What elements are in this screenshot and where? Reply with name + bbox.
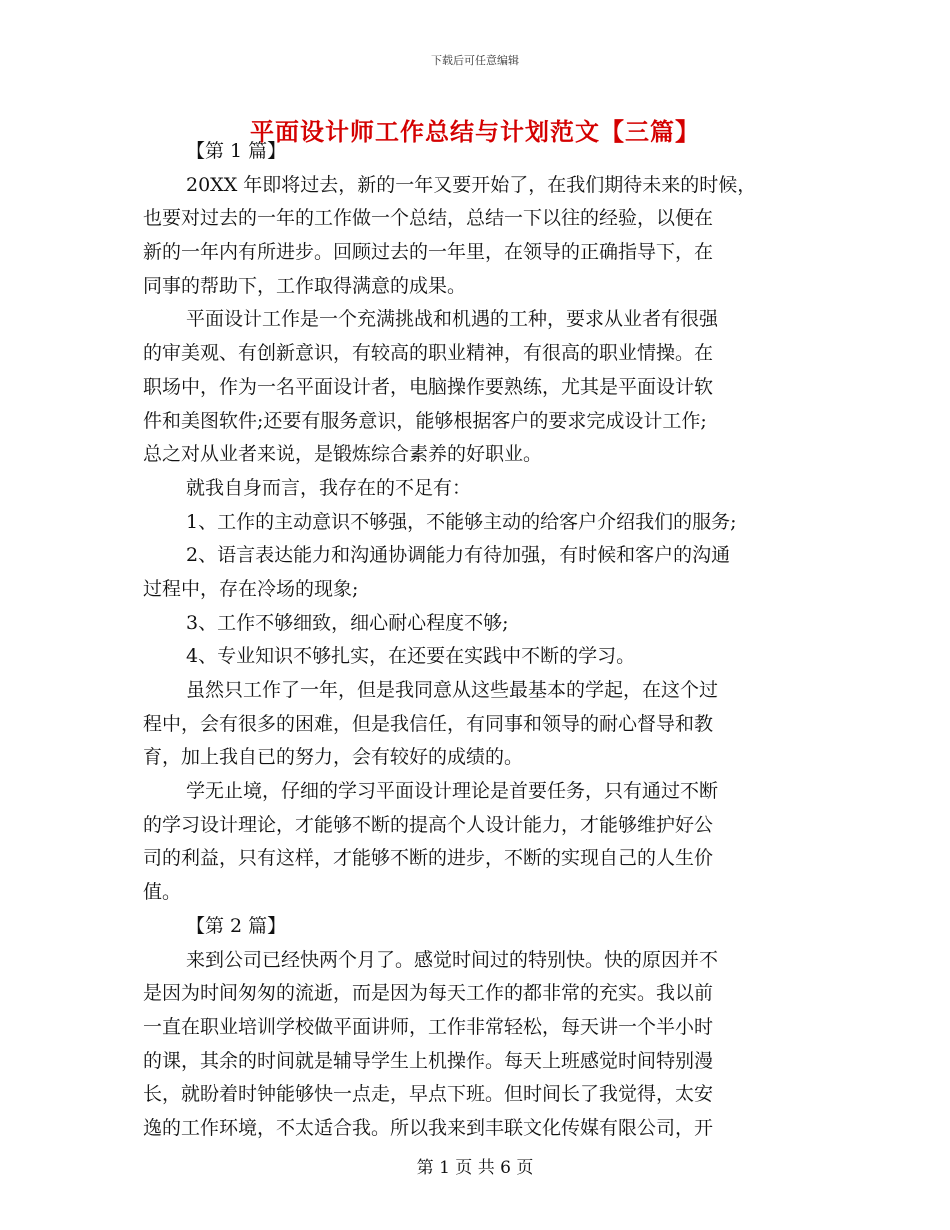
- body-line: 平面设计工作是一个充满挑战和机遇的工种，要求从业者有很强: [186, 308, 719, 331]
- body-line: 新的一年内有所进步。回顾过去的一年里，在领导的正确指导下，在: [143, 241, 714, 264]
- body-line: 就我自身而言，我存在的不足有：: [186, 476, 472, 499]
- body-line: 学无止境，仔细的学习平面设计理论是首要任务，只有通过不断: [186, 780, 719, 803]
- page-number: 第 1 页 共 6 页: [416, 1158, 534, 1178]
- body-line: 职场中，作为一名平面设计者，电脑操作要熟练，尤其是平面设计软: [143, 375, 714, 398]
- body-line: 是因为时间匆匆的流逝，而是因为每天工作的都非常的充实。我以前: [143, 982, 714, 1005]
- body-line: 程中，会有很多的困难，但是我信任，有同事和领导的耐心督导和教: [143, 712, 714, 735]
- list-item: 1、工作的主动意识不够强，不能够主动的给客户介绍我们的服务;: [186, 510, 737, 533]
- body-line: 一直在职业培训学校做平面讲师，工作非常轻松，每天讲一个半小时: [143, 1015, 714, 1038]
- page-header-note: 下载后可任意编辑: [431, 54, 519, 67]
- body-line: 育，加上我自已的努力，会有较好的成绩的。: [143, 746, 524, 769]
- body-line: 总之对从业者来说，是锻炼综合素养的好职业。: [143, 443, 543, 466]
- document-title: 平面设计师工作总结与计划范文【三篇】: [250, 117, 700, 146]
- body-line: 来到公司已经快两个月了。感觉时间过的特别快。快的原因并不: [186, 948, 719, 971]
- body-line: 的审美观、有创新意识，有较高的职业精神，有很高的职业情操。在: [143, 342, 714, 365]
- body-line: 件和美图软件;还要有服务意识，能够根据客户的要求完成设计工作;: [143, 409, 707, 432]
- body-line: 虽然只工作了一年，但是我同意从这些最基本的学起，在这个过: [186, 679, 719, 701]
- body-line: 20XX 年即将过去，新的一年又要开始了，在我们期待未来的时候，: [186, 173, 757, 196]
- body-line: 过程中，存在冷场的现象;: [143, 577, 359, 600]
- body-line: 同事的帮助下，工作取得满意的成果。: [143, 274, 467, 297]
- body-line: 逸的工作环境，不太适合我。所以我来到丰联文化传媒有限公司，开: [143, 1116, 714, 1139]
- document-body: [143, 135, 818, 1146]
- list-item: 3、工作不够细致，细心耐心程度不够;: [186, 611, 509, 634]
- body-line: 的课，其余的时间就是辅导学生上机操作。每天上班感觉时间特别漫: [143, 1049, 714, 1072]
- section-heading-2: 【第 2 篇】: [186, 914, 287, 937]
- body-line: 值。: [143, 881, 182, 904]
- section-heading-1: 【第 1 篇】: [186, 140, 287, 162]
- body-line: 长，就盼着时钟能够快一点走，早点下班。但时间长了我觉得，太安: [143, 1083, 714, 1106]
- body-line: 司的利益，只有这样，才能够不断的进步，不断的实现自己的人生价: [143, 847, 714, 870]
- body-line: 的学习设计理论，才能够不断的提高个人设计能力，才能够维护好公: [143, 813, 714, 836]
- body-line: 也要对过去的一年的工作做一个总结，总结一下以往的经验，以便在: [143, 207, 714, 230]
- list-item: 4、专业知识不够扎实，在还要在实践中不断的学习。: [186, 645, 636, 668]
- list-item: 2、语言表达能力和沟通协调能力有待加强，有时候和客户的沟通: [186, 544, 731, 567]
